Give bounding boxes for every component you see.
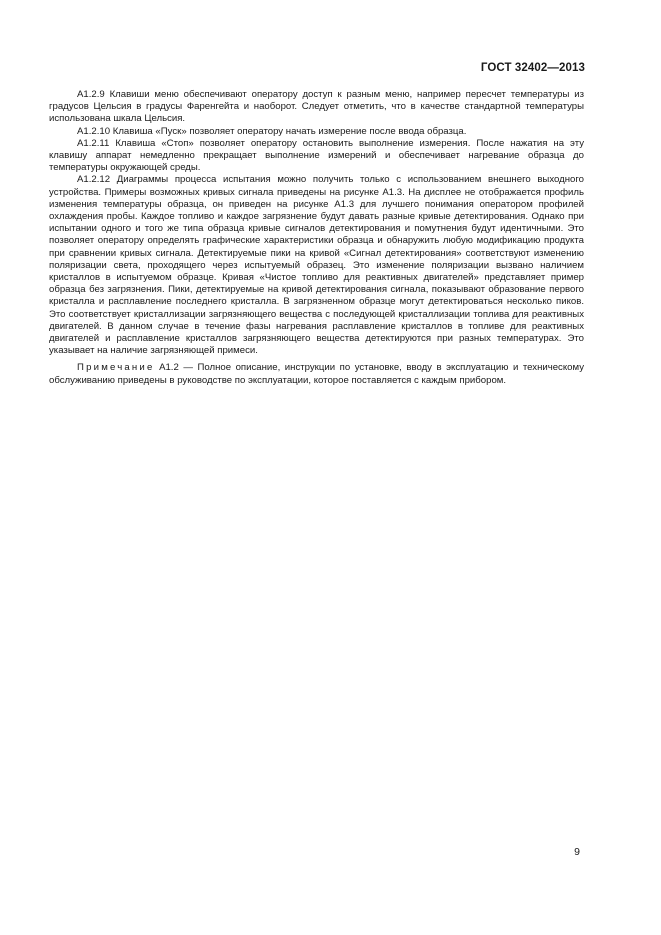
document-body: [49, 89, 584, 387]
paragraph-a1-2-11: А1.2.11 Клавиша «Стоп» позволяет оператору остановить выполнение измерения. После нажатия на эту клавишу аппарат немедленно прекращает выполнение измерений и обеспечивает нагревание образца до температуры окружающей среды.: [49, 137, 584, 174]
standard-header: ГОСТ 32402—2013: [480, 62, 585, 74]
paragraph-a1-2-12: А1.2.12 Диаграммы процесса испытания можно получить только с использованием внешнего выходного устройства. Примеры возможных кривых сигнала приведены на рисунке А1.3. На дисплее не отображается профиль изменения температуры образца, он приведен на рисунке А1.3 для лучшего понимания оператором профилей охлаждения пробы. Каждое топливо и каждое загрязнение будут давать разные кривые детектирования. Однако при испытании одного и того же типа образца кривые сигналов детектирования и помутнения будут идентичными. Это позволяет оператору определять графические характеристики образца и обнаружить любую модификацию продукта при сравнении кривых сигнала. Детектируемые пики на кривой «Сигнал детектирования» соответствуют изменению поляризации света, проходящего через испытуемый образец. Это изменение поляризации вызвано наличием кристаллов в испытуемом образце. Кривая «Чистое топливо для реактивных двигателей» представляет пример образца без загрязнения. Пики, детектируемые на кривой детектирования сигнала, показывают образование первого кристалла и расплавление последнего кристалла. В загрязненном образце могут детектироваться несколько пиков. Это соответствует кристаллизации загрязняющего вещества с последующей кристаллизации топлива для реактивных двигателей. В данном случае в течение фазы нагревания расплавление кристаллов в топливе для реактивных двигателей и расплавление кристаллов загрязняющего вещества детектируются при разных температурах. Это указывает на наличие загрязняющей примеси.: [49, 174, 584, 357]
note-text: А1.2 — Полное описание, инструкции по установке, вводу в эксплуатацию и техническому обслуживанию приведены в руководстве по эксплуатации, которое поставляется с каждым прибором.: [49, 362, 584, 386]
paragraph-a1-2-9: А1.2.9 Клавиши меню обеспечивают оператору доступ к разным меню, например пересчет температуры из градусов Цельсия в градусы Фаренгейта и наоборот. Следует отметить, что в качестве стандартной температуры использована шкала Цельсия.: [49, 89, 584, 125]
paragraph-a1-2-10: А1.2.10 Клавиша «Пуск» позволяет оператору начать измерение после ввода образца.: [77, 125, 467, 137]
note-label: Примечание: [77, 362, 155, 374]
page-number: 9: [574, 846, 580, 858]
note-paragraph: [49, 362, 584, 386]
